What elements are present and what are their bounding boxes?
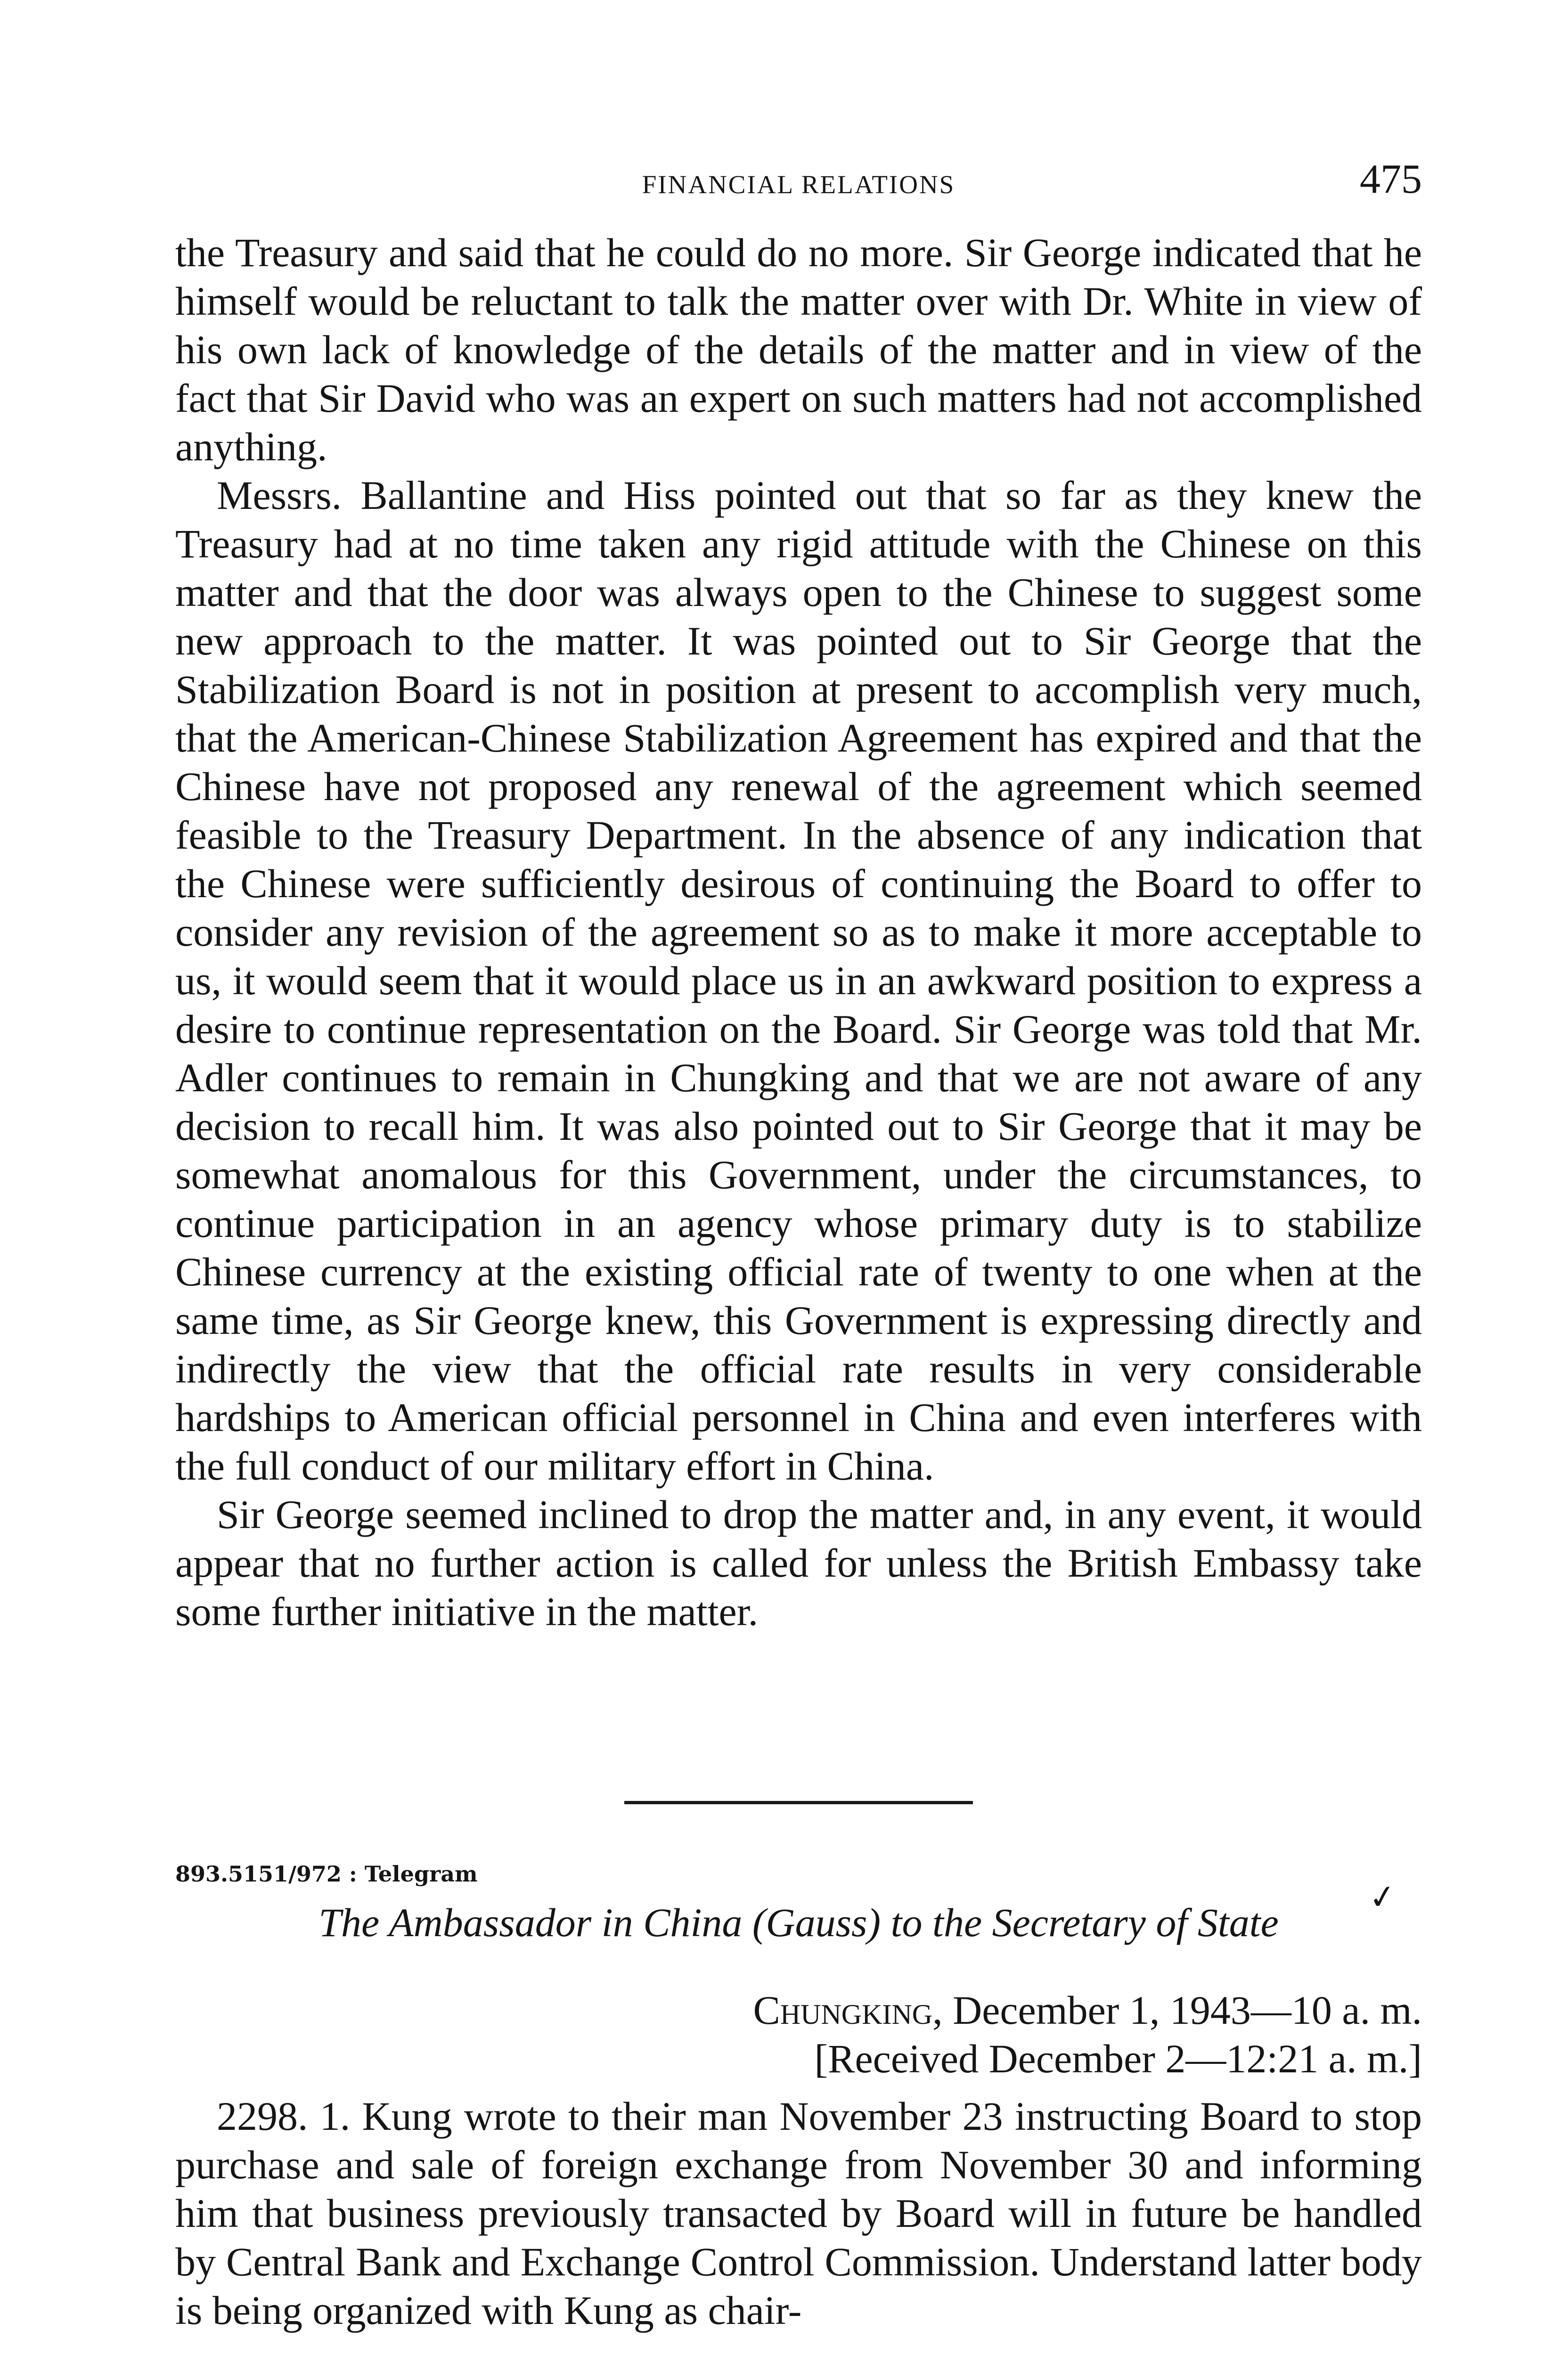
check-mark-icon: ✓ (1366, 1876, 1399, 1918)
telegram-body (175, 2092, 1422, 2335)
page-header (175, 155, 1422, 212)
page-number: 475 (1360, 156, 1422, 202)
body-text (175, 229, 1422, 1636)
dateline-received: [Received December 2—12:21 a. m.] (814, 2036, 1422, 2081)
paragraph-continued: the Treasury and said that he could do no more. Sir George indicated that he himself would be reluctant to talk the matter over with Dr. White in view of his own lack of knowledge of the details of the matter and in view of the fact that Sir David who was an expert on such matters had not accomplished anything. (175, 230, 1422, 469)
document-title: The Ambassador in China (Gauss) to the Secretary of State (318, 1900, 1279, 1945)
dateline-date: December 1, 1943—10 a. m. (953, 1988, 1422, 2033)
dateline (753, 1986, 1422, 2083)
dateline-place: Chungking, (753, 1988, 943, 2033)
running-head: FINANCIAL RELATIONS (642, 170, 956, 199)
section-divider (624, 1801, 973, 1804)
document-file-number: 893.5151/972 : Telegram (175, 1861, 478, 1887)
paragraph-ballantine-hiss: Messrs. Ballantine and Hiss pointed out that so far as they knew the Treasury had at no time taken any rigid attitude with the Chinese on this matter and that the door was always open to the Chinese to suggest some new approach to the matter. It was pointed out to Sir George that the Stabilization Board is not in position at present to accomplish very much, that the American-Chinese Stabilization Agreement has expired and that the Chinese have not proposed any renewal of the agreement which seemed feasible to the Treasury Department. In the absence of any indication that the Chinese were sufficiently desirous of continuing the Board to offer to consider any revision of the agreement so as to make it more acceptable to us, it would seem that it would place us in an awkward position to express a desire to continue representation on the Board. Sir George was told that Mr. Adler continues to remain in Chungking and that we are not aware of any decision to recall him. It was also pointed out to Sir George that it may be somewhat anomalous for this Government, under the circumstances, to continue participation in an agency whose primary duty is to stabilize Chinese currency at the existing official rate of twenty to one when at the same time, as Sir George knew, this Government is expressing directly and indirectly the view that the official rate results in very considerable hardships to American official personnel in China and even interferes with the full conduct of our military effort in China. (175, 473, 1422, 1489)
paragraph-conclusion: Sir George seemed inclined to drop the matter and, in any event, it would appear that no further action is called for unless the British Embassy take some further initiative in the matter. (175, 1492, 1422, 1634)
dateline-sent (753, 1986, 1422, 2035)
telegram-paragraph: 2298. 1. Kung wrote to their man November 23 instructing Board to stop purchase and sale of foreign exchange from November 30 and informing him that business previously transacted by Board will in future be handled by Central Bank and Exchange Control Commission. Understand latter body is being organized with Kung as chair- (175, 2094, 1422, 2333)
